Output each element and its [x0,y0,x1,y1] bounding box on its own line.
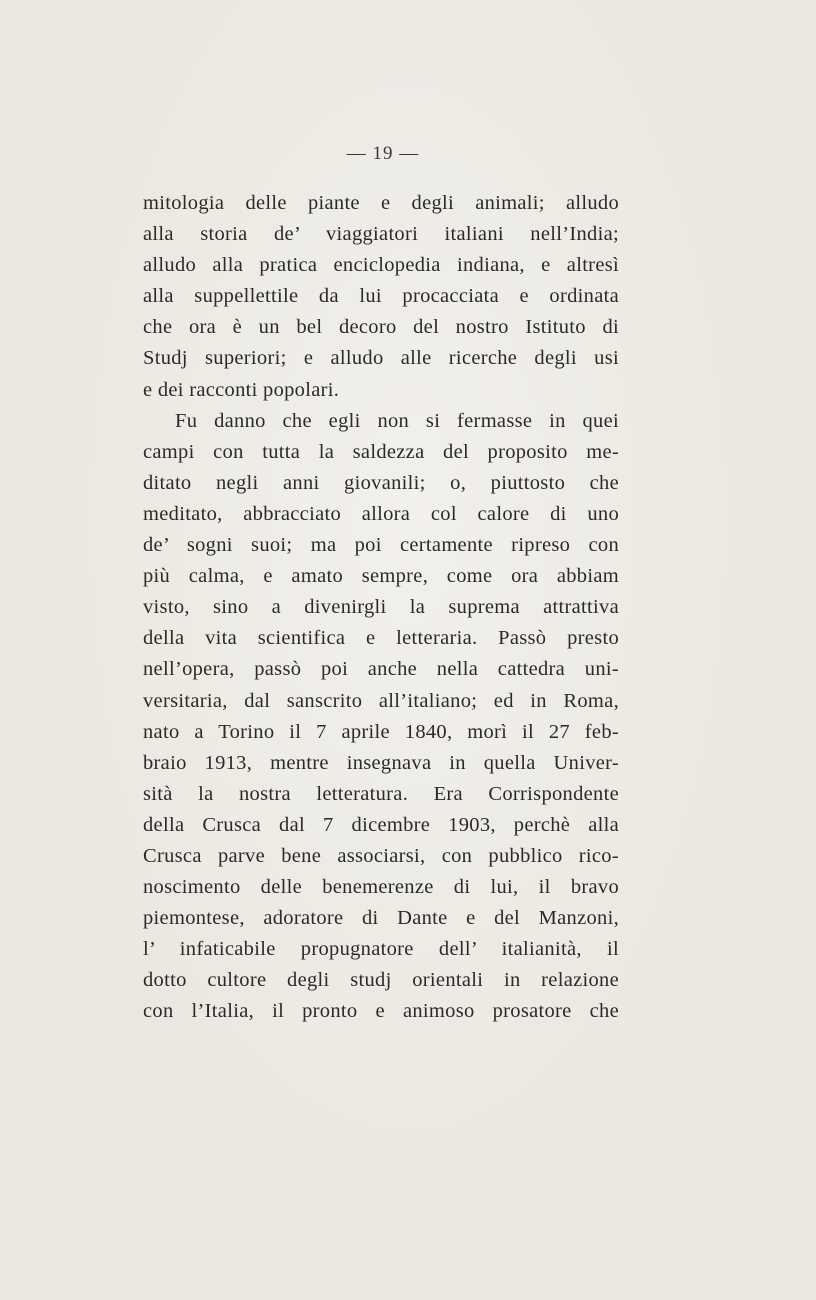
text-line: versitaria, dal sanscrito all’italiano; ed in Roma, [143,689,619,712]
text-line: più calma, e amato sempre, come ora abbiam [143,565,619,588]
text-line: alla suppellettile da lui procacciata e ordinata [143,285,619,308]
text-line: Crusca parve bene associarsi, con pubblico rico- [143,844,619,867]
text-line: de’ sogni suoi; ma poi certamente ripreso con [143,534,619,557]
text-line: alludo alla pratica enciclopedia indiana, e altresì [143,254,619,277]
text-line: dotto cultore degli studj orientali in relazione [143,969,619,992]
text-line: ditato negli anni giovanili; o, piuttosto che [143,471,619,494]
text-line: campi con tutta la saldezza del proposito me- [143,440,619,463]
text-line: e dei racconti popolari. [143,378,340,401]
text-line: meditato, abbracciato allora col calore di uno [143,502,619,525]
text-line: visto, sino a divenirgli la suprema attrattiva [143,596,619,619]
text-line: della Crusca dal 7 dicembre 1903, perchè alla [143,813,619,836]
text-line: braio 1913, mentre insegnava in quella Univer- [143,751,619,774]
page-number: — 19 — [346,143,420,164]
text-line: con l’Italia, il pronto e animoso prosatore che [143,1000,619,1023]
text-line: Studj superiori; e alludo alle ricerche degli usi [143,347,619,370]
text-line: nato a Torino il 7 aprile 1840, morì il 27 feb- [143,720,619,743]
body-text [143,188,619,1028]
text-line: Fu danno che egli non si fermasse in quei [175,409,619,432]
text-line: noscimento delle benemerenze di lui, il bravo [143,876,619,899]
text-line: della vita scientifica e letteraria. Passò presto [143,627,619,650]
text-line: alla storia de’ viaggiatori italiani nell’India; [143,223,619,246]
text-line: che ora è un bel decoro del nostro Istituto di [143,316,619,339]
text-line: mitologia delle piante e degli animali; alludo [143,192,619,214]
text-line: sità la nostra letteratura. Era Corrispondente [143,782,619,805]
text-line: l’ infaticabile propugnatore dell’ italianità, il [143,938,619,961]
text-line: nell’opera, passò poi anche nella cattedra uni- [143,658,619,681]
text-line: piemontese, adoratore di Dante e del Manzoni, [143,907,619,930]
